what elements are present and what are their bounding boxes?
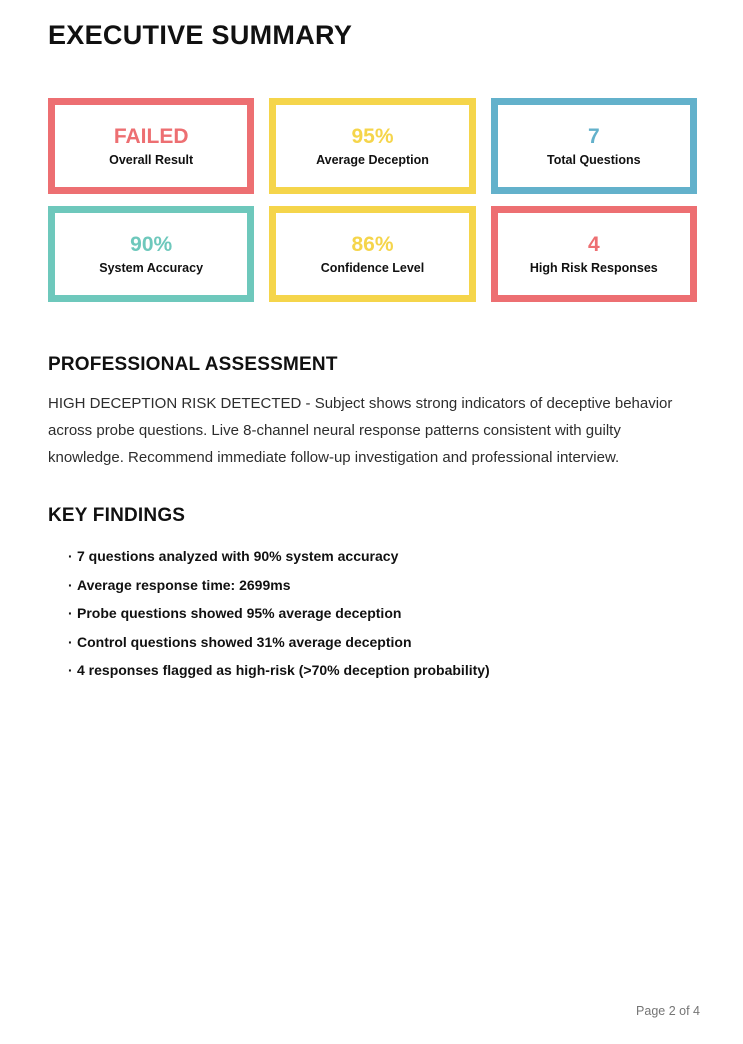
card-label-average-deception: Average Deception	[316, 152, 429, 167]
card-label-system-accuracy: System Accuracy	[99, 260, 204, 275]
bullet-icon: ·	[68, 662, 73, 678]
key-finding-item	[68, 576, 697, 595]
card-value-system-accuracy: 90%	[130, 232, 173, 256]
professional-assessment-heading: PROFESSIONAL ASSESSMENT	[48, 354, 338, 375]
key-finding-text: 4 responses flagged as high-risk (>70% deception probability)	[77, 662, 490, 678]
card-label-high-risk-responses: High Risk Responses	[529, 260, 658, 275]
professional-assessment-body: HIGH DECEPTION RISK DETECTED - Subject shows strong indicators of deceptive behavior across probe questions. Live 8-channel neural response patterns consistent with guilty knowledge. Recommend immediate follow-up investigation and professional interview.	[48, 395, 673, 466]
summary-cards-grid	[48, 98, 697, 302]
summary-card	[48, 206, 254, 302]
page-number: Page 2 of 4	[636, 1004, 700, 1018]
card-value-average-deception: 95%	[351, 124, 394, 148]
key-finding-text: 7 questions analyzed with 90% system accuracy	[77, 548, 399, 564]
key-findings-section	[48, 505, 697, 680]
card-value-total-questions: 7	[587, 124, 600, 148]
page-title: EXECUTIVE SUMMARY	[48, 20, 353, 50]
key-findings-heading: KEY FINDINGS	[48, 505, 186, 526]
key-finding-item	[68, 633, 697, 652]
card-label-confidence-level: Confidence Level	[320, 260, 425, 275]
summary-card	[48, 98, 254, 194]
key-finding-text: Probe questions showed 95% average deception	[77, 605, 402, 621]
bullet-icon: ·	[68, 576, 73, 593]
key-finding-item	[68, 547, 697, 566]
summary-card	[491, 206, 697, 302]
card-label-overall-result: Overall Result	[109, 152, 194, 167]
card-label-total-questions: Total Questions	[547, 152, 641, 167]
key-finding-item	[68, 661, 697, 680]
key-finding-text: Control questions showed 31% average deception	[77, 633, 412, 650]
key-finding-text: Average response time: 2699ms	[77, 576, 291, 593]
key-findings-list	[48, 547, 697, 680]
bullet-icon: ·	[68, 548, 73, 564]
bullet-icon: ·	[68, 605, 73, 621]
card-value-high-risk-responses: 4	[587, 232, 600, 256]
professional-assessment-section	[48, 354, 697, 471]
summary-card	[269, 98, 475, 194]
summary-card	[269, 206, 475, 302]
summary-card	[491, 98, 697, 194]
card-value-overall-result: FAILED	[113, 124, 189, 148]
bullet-icon: ·	[68, 633, 73, 650]
card-value-confidence-level: 86%	[351, 232, 394, 256]
key-finding-item	[68, 604, 697, 623]
